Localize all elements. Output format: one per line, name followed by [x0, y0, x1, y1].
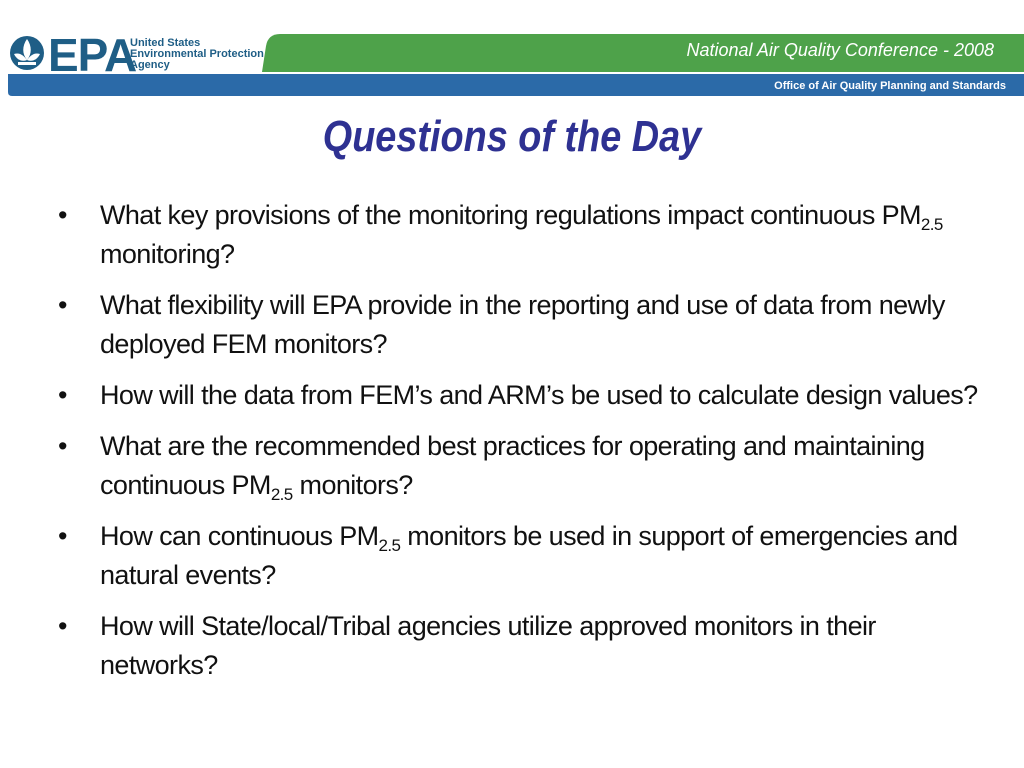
agency-name-line: Environmental Protection — [130, 48, 264, 60]
office-name: Office of Air Quality Planning and Standards — [774, 80, 1006, 92]
header-banner — [0, 0, 1024, 100]
bullet-list — [58, 196, 978, 697]
epa-logo — [8, 30, 278, 82]
bullet-item: • How will the data from FEM’s and ARM’s be used to calculate design values? — [58, 376, 978, 415]
agency-name-line: Agency — [130, 59, 170, 71]
agency-name — [130, 38, 264, 71]
bullet-item: • How will State/local/Tribal agencies utilize approved monitors in their networks? — [58, 607, 978, 685]
epa-wordmark: EPA — [48, 29, 137, 81]
slide-title: Questions of the Day — [322, 112, 702, 161]
agency-name-line: United States — [130, 37, 201, 49]
conference-title: National Air Quality Conference - 2008 — [686, 40, 994, 60]
epa-flower-icon — [8, 34, 46, 72]
bullet-item: • What key provisions of the monitoring regulations impact continuous $PM_{2.5}$ monitoring? — [58, 196, 978, 274]
bullet-item: • How can continuous $PM_{2.5}$ monitors be used in support of emergencies and natural events? — [58, 517, 978, 595]
bullet-item: • What are the recommended best practices for operating and maintaining continuous $PM_{2.5}$ monitors? — [58, 427, 978, 505]
bullet-item: • What flexibility will EPA provide in the reporting and use of data from newly deployed FEM monitors? — [58, 286, 978, 364]
